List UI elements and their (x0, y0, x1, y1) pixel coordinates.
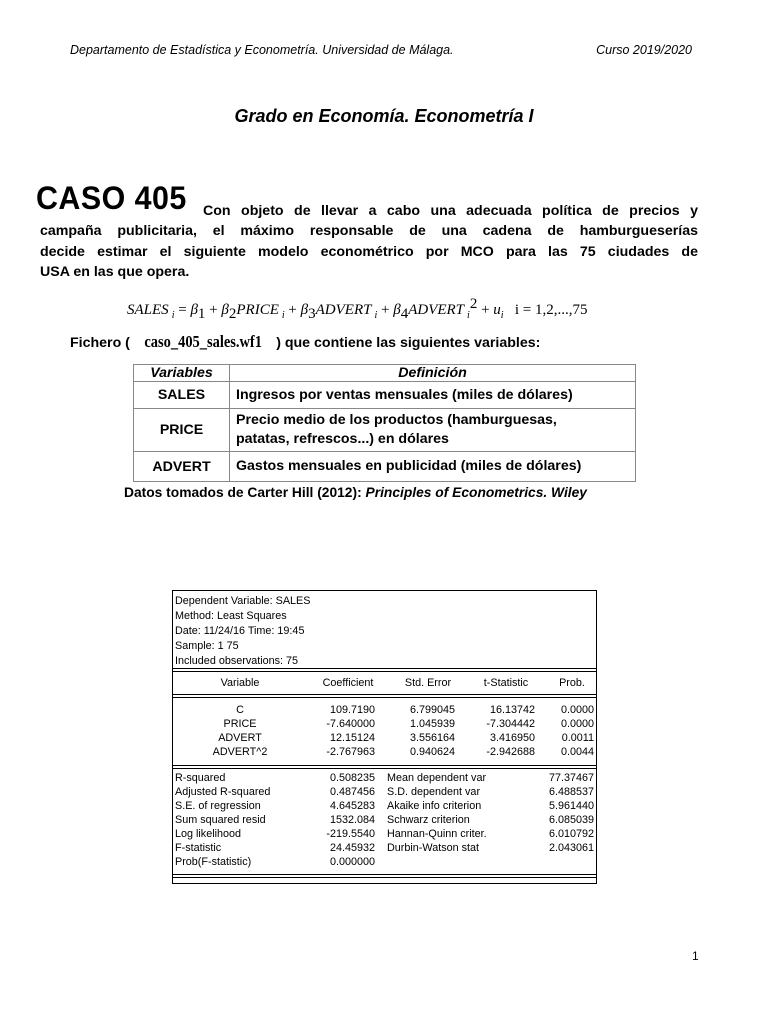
case-intro-line-3: decide estimar el siguiente modelo econométrico por MCO para las 75 ciudades de (40, 243, 698, 260)
definition-col-header: Definición (230, 365, 636, 382)
header-department: Departamento de Estadística y Econometría. Universidad de Málaga. (70, 43, 454, 57)
eviews-header: Dependent Variable: SALES Method: Least Squares Date: 11/24/16 Time: 19:45 Sample: 1 75 Included observations: 75 (175, 595, 311, 667)
case-intro-paragraph (40, 221, 698, 283)
table-row: PRICE Precio medio de los productos (hamburguesas, patatas, refrescos...) en dólares (134, 409, 636, 452)
model-formula: SALES $_i = \beta_1$ + $\beta_2PRICE$ $_i + \beta_3ADVERT$ $_i + \beta_4ADVERT$ $_i^2 + u_i$ i = 1,2,...,75 (127, 296, 588, 322)
case-label: CASO 405 (36, 180, 187, 216)
data-file-line: Fichero ( caso_405_sales.wf1 ) que contiene las siguientes variables: (70, 332, 541, 351)
variables-table-header (134, 365, 636, 382)
table-row: ADVERT Gastos mensuales en publicidad (miles de dólares) (134, 452, 636, 482)
header-course: Curso 2019/2020 (596, 43, 692, 57)
case-intro-line-2: campaña publicitaria, el máximo responsable de una cadena de hamburgueserías (40, 223, 698, 239)
variables-table (133, 364, 636, 482)
page-number: 1 (692, 949, 699, 963)
variables-col-header: Variables (134, 365, 230, 382)
case-intro-line-4: USA en las que opera. (40, 264, 190, 280)
case-intro-line-1: Con objeto de llevar a cabo una adecuada política de precios y (203, 203, 698, 219)
eviews-regression-output: Dependent Variable: SALES Method: Least Squares Date: 11/24/16 Time: 19:45 Sample: 1 75 Included observations: 75 Variable Coefficient Std. Error t-Statistic Prob. C 109.7190 6.799045 16.13742 0.0000 PRICE -7.640000 1.045939 -7.304442 0.0000 ADVERT 12.15124 3.556164 3.416950 0.0011 ADVERT^2 -2.767963 0.940624 -2.942688 0.0044 R-squared 0.508235 Mean dependent var 77.37467 Adjusted R-squared 0.487456 S.D. dependent var 6.488537 S.E. of regression 4.645283 Akaike info criterion 5.961440 Sum squared resid 1532.084 Schwarz criterion 6.085039 Log likelihood -219.5540 Hannan-Quinn criter. 6.010792 F-statistic 24.45932 Durbin-Watson stat 2.043061 Prob(F-statistic) 0.000000 (172, 590, 597, 884)
document-title: Grado en Economía. Econometría I (234, 106, 534, 126)
data-source-note: Datos tomados de Carter Hill (2012): Principles of Econometrics. Wiley (124, 485, 587, 500)
data-file-name: caso_405_sales.wf1 (144, 332, 262, 351)
table-row: SALES Ingresos por ventas mensuales (miles de dólares) (134, 382, 636, 409)
